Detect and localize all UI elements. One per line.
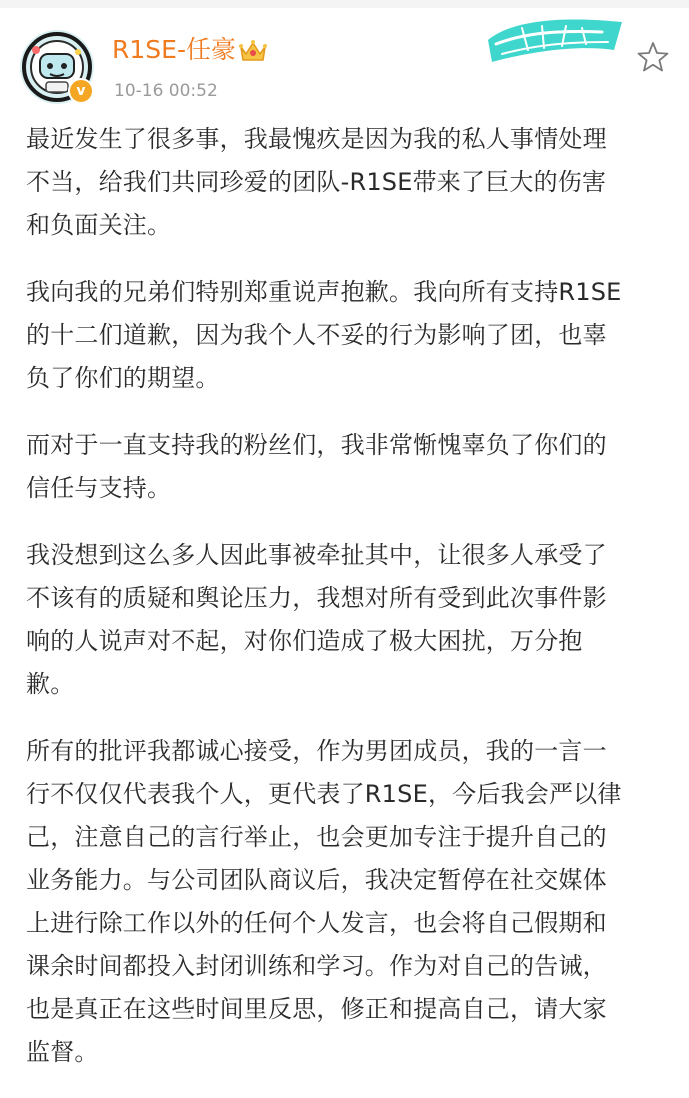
text-line: 课余时间都投入封闭训练和学习。作为对自己的告诫， xyxy=(26,952,607,980)
text-line: 的十二们道歉，因为我个人不妥的行为影响了团，也辜 xyxy=(26,321,607,349)
author-avatar-container[interactable] xyxy=(20,30,94,104)
verified-v-icon: v xyxy=(68,78,94,104)
crown-icon[interactable] xyxy=(238,38,268,64)
text-line: 信任与支持。 xyxy=(26,474,172,502)
text-line: 上进行除工作以外的任何个人发言，也会将自己假期和 xyxy=(26,909,607,937)
text-line: 业务能力。与公司团队商议后，我决定暂停在社交媒体 xyxy=(26,866,607,894)
top-divider xyxy=(0,0,689,8)
text-line: 己，注意自己的言行举止，也会更加专注于提升自己的 xyxy=(26,823,607,851)
text-line: 响的人说声对不起，对你们造成了极大困扰，万分抱 xyxy=(26,627,583,655)
text-line: 也是真正在这些时间里反思，修正和提高自己，请大家 xyxy=(26,995,607,1023)
post-paragraph xyxy=(26,271,676,400)
post-timestamp: 10-16 00:52 xyxy=(114,81,218,101)
author-name[interactable]: R1SE-任豪 xyxy=(112,35,236,64)
text-line: 负了你们的期望。 xyxy=(26,364,220,392)
post-paragraph xyxy=(26,730,676,1074)
text-line: 不该有的质疑和舆论压力，我想对所有受到此次事件影 xyxy=(26,584,607,612)
star-icon[interactable] xyxy=(636,40,670,74)
text-line: 我向我的兄弟们特别郑重说声抱歉。我向所有支持R1SE xyxy=(26,278,622,306)
post-paragraph xyxy=(26,424,676,510)
text-line: 监督。 xyxy=(26,1038,99,1066)
text-line: 所有的批评我都诚心接受，作为男团成员，我的一言一 xyxy=(26,737,607,765)
post-paragraph xyxy=(26,118,676,247)
text-line: 我没想到这么多人因此事被牵扯其中，让很多人承受了 xyxy=(26,541,607,569)
text-line: 而对于一直支持我的粉丝们，我非常惭愧辜负了你们的 xyxy=(26,431,607,459)
text-line: 最近发生了很多事，我最愧疚是因为我的私人事情处理 xyxy=(26,125,607,153)
post-paragraph xyxy=(26,534,676,706)
text-line: 行不仅仅代表我个人，更代表了R1SE，今后我会严以律 xyxy=(26,780,622,808)
text-line: 歉。 xyxy=(26,670,75,698)
text-line: 不当，给我们共同珍爱的团队-R1SE带来了巨大的伤害 xyxy=(26,168,607,196)
post-content xyxy=(26,118,676,1098)
text-line: 和负面关注。 xyxy=(26,211,172,239)
decorative-banner-icon xyxy=(482,10,630,70)
